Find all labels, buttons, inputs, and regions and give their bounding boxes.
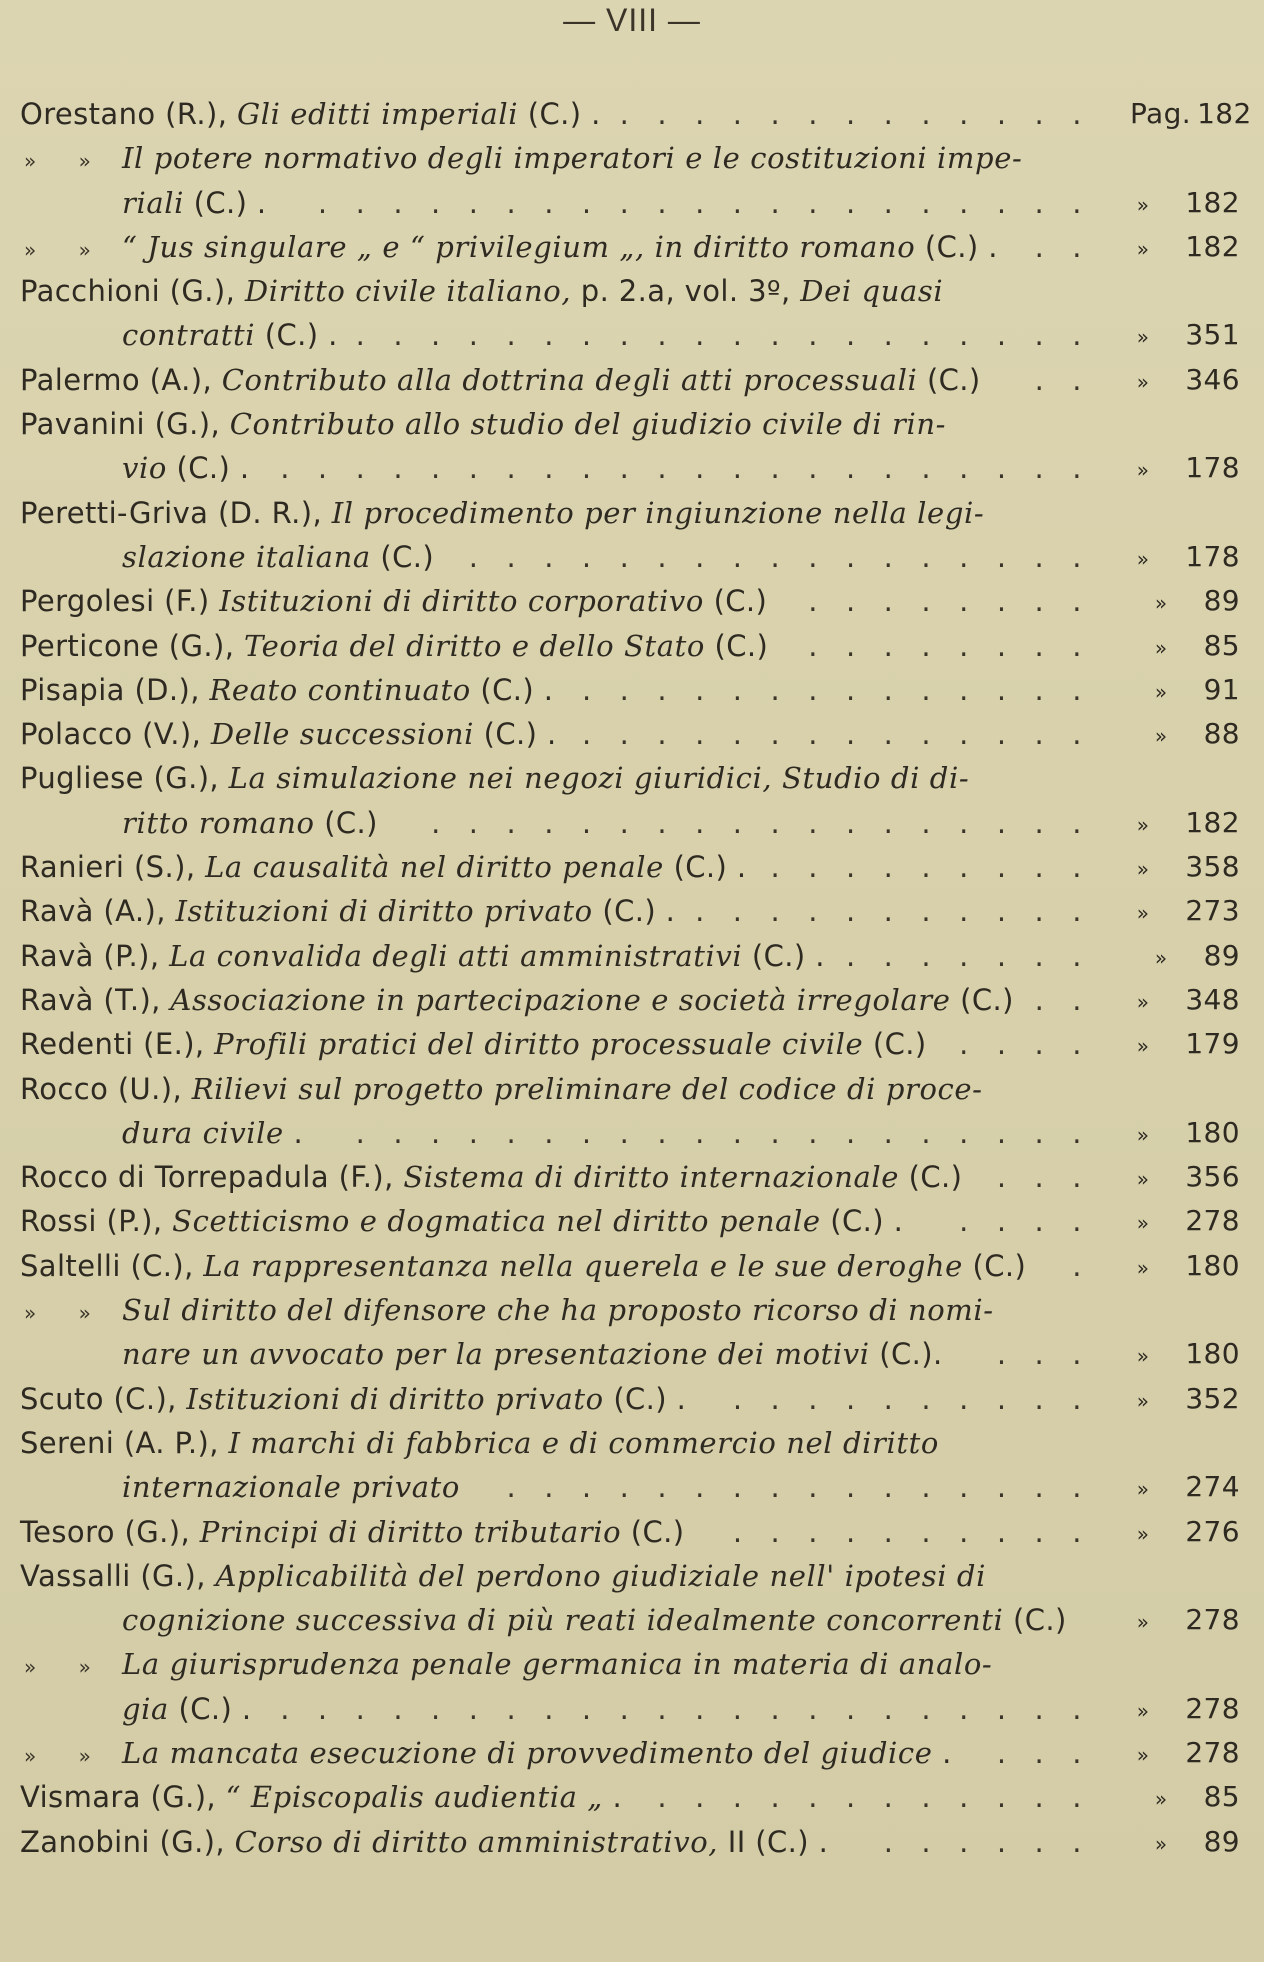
entry-line xyxy=(20,225,1240,269)
entry-title: cognizione successiva di più reati idealmente concorrenti xyxy=(122,1603,1004,1638)
entry-title: Reato continuato xyxy=(209,672,471,707)
dot-leader: ................ xyxy=(506,1470,1110,1505)
entry-line xyxy=(20,712,1240,756)
entry-title: internazionale privato xyxy=(122,1470,460,1505)
entry-author: Zanobini (G.), xyxy=(20,1824,235,1859)
entry-line xyxy=(20,1510,1240,1554)
index-entry xyxy=(20,579,1240,623)
entry-title: Gli editti imperiali xyxy=(236,97,519,131)
page-header: — VIII — xyxy=(563,2,701,38)
entry-title: La mancata esecuzione di provvedimento del giudice xyxy=(122,1735,933,1770)
page-number: 182 xyxy=(1197,97,1252,130)
page-reference xyxy=(1130,535,1240,581)
dot-leader: ... xyxy=(996,1735,1110,1770)
entry-title: Corso di diritto amministrativo, xyxy=(234,1824,719,1859)
index-entry xyxy=(20,491,1240,580)
page-reference xyxy=(1130,225,1240,271)
entry-line xyxy=(20,1465,1240,1509)
entry-title: Teoria del diritto e dello Stato xyxy=(243,628,705,663)
entry-suffix: . xyxy=(932,1735,952,1770)
index-entry xyxy=(20,92,1252,136)
page-reference xyxy=(1130,92,1252,136)
entry-line xyxy=(20,1554,1240,1598)
entry-title: Dei quasi xyxy=(800,274,944,309)
entry-title: ritto romano xyxy=(122,805,315,840)
dot-leader: ... xyxy=(996,1337,1110,1372)
index-entry xyxy=(20,1067,1240,1156)
entry-suffix: (C.) xyxy=(917,362,981,397)
page-number: 358 xyxy=(1185,850,1240,884)
ditto-page-mark: » xyxy=(1136,1122,1150,1147)
page-number: 180 xyxy=(1185,1248,1240,1282)
entry-suffix: (C.) . xyxy=(915,229,998,264)
dot-leader: ................. xyxy=(468,539,1110,574)
entry-suffix: (C.) . xyxy=(183,185,267,220)
dot-leader: ...... xyxy=(883,1824,1110,1859)
dot-leader: .................... xyxy=(355,1115,1110,1150)
ditto-page-mark: » xyxy=(1136,1477,1150,1502)
dot-leader: .... xyxy=(959,1204,1110,1239)
entry-title: La simulazione nei negozi giuridici, Studio di di- xyxy=(228,761,970,796)
entry-title: I marchi di fabbrica e di commercio nel diritto xyxy=(228,1425,939,1460)
page-number: 85 xyxy=(1203,1780,1240,1814)
ditto-mark: » » xyxy=(24,1655,109,1680)
ditto-page-mark: » xyxy=(1154,679,1168,704)
page-reference xyxy=(1130,978,1240,1024)
dot-leader: . xyxy=(1072,1248,1110,1283)
index-entry xyxy=(20,136,1240,225)
entry-author: Ravà (A.), xyxy=(20,894,176,929)
entry-suffix: (C.) . xyxy=(474,717,557,752)
page-number: 352 xyxy=(1185,1381,1240,1415)
entry-line xyxy=(20,1687,1240,1731)
entry-suffix: (C.) xyxy=(703,584,768,619)
entry-author: Perticone (G.), xyxy=(20,628,244,663)
ditto-mark: » » xyxy=(24,237,109,262)
ditto-page-mark: » xyxy=(1136,1521,1150,1546)
entry-title: Applicabilità del perdono giudiziale nell' ipotesi di xyxy=(215,1558,986,1593)
page-number: 278 xyxy=(1185,1603,1240,1637)
entry-line xyxy=(20,978,1240,1022)
page-number: 278 xyxy=(1185,1735,1240,1769)
entry-line xyxy=(20,579,1240,623)
ditto-page-mark: » xyxy=(1136,1255,1150,1280)
entry-title: La convalida degli atti amministrativi xyxy=(169,938,743,973)
entry-suffix: (C.) . xyxy=(742,938,825,973)
entry-title: Principi di diritto tributario xyxy=(199,1514,622,1549)
ditto-page-mark: » xyxy=(1136,1344,1150,1369)
page-reference xyxy=(1130,624,1240,670)
entry-title: Associazione in partecipazione e società irregolare xyxy=(170,982,951,1017)
dot-leader: ...................... xyxy=(280,1691,1110,1726)
ditto-page-mark: » xyxy=(1136,236,1150,261)
index-entry xyxy=(20,1199,1240,1243)
entry-line xyxy=(20,358,1240,402)
dot-leader: ......... xyxy=(770,850,1110,885)
ditto-page-mark: » xyxy=(1136,1388,1150,1413)
entry-line xyxy=(20,1731,1240,1775)
page-reference xyxy=(1130,845,1240,891)
ditto-page-mark: » xyxy=(1136,458,1150,483)
entry-title: “ Jus singulare „ e “ privilegium „, in diritto romano xyxy=(122,229,916,264)
entry-suffix: (C.) . xyxy=(592,894,676,929)
entry-line xyxy=(20,845,1240,889)
dot-leader: .. xyxy=(1034,982,1110,1017)
entry-line xyxy=(20,1199,1240,1243)
dot-leader: .................. xyxy=(431,805,1110,840)
ditto-page-mark: » xyxy=(1136,192,1150,217)
ditto-mark: » » xyxy=(24,1301,109,1326)
page-reference xyxy=(1130,1022,1240,1068)
entry-title: Istituzioni di diritto privato xyxy=(186,1381,604,1416)
entry-suffix: p. 2.a, vol. 3º, xyxy=(571,274,801,309)
entry-suffix: (C.) xyxy=(899,1160,963,1195)
page-reference xyxy=(1130,313,1240,359)
entry-title: Scetticismo e dogmatica nel diritto penale xyxy=(172,1204,821,1239)
page-number: 182 xyxy=(1185,805,1240,839)
index-entry xyxy=(20,1244,1240,1288)
page-number: 182 xyxy=(1185,185,1240,219)
entry-author: Rossi (P.), xyxy=(20,1204,173,1239)
index-entry xyxy=(20,1421,1240,1510)
page-number: 179 xyxy=(1185,1027,1240,1061)
ditto-page-mark: » xyxy=(1136,812,1150,837)
page-reference xyxy=(1130,1155,1240,1201)
index-entry xyxy=(20,225,1240,269)
page-reference xyxy=(1130,579,1240,625)
entry-line xyxy=(20,1642,1240,1686)
page-number: 91 xyxy=(1203,672,1240,706)
entry-title: La giurisprudenza penale germanica in materia di analo- xyxy=(122,1647,993,1682)
page-reference xyxy=(1130,1775,1240,1821)
ditto-page-mark: » xyxy=(1136,1742,1150,1767)
entry-title: slazione italiana xyxy=(122,539,371,574)
index-entry xyxy=(20,1288,1240,1377)
entry-author: Rocco (U.), xyxy=(20,1071,192,1106)
dot-leader: ........ xyxy=(808,584,1110,619)
ditto-mark: » » xyxy=(24,149,109,174)
entry-suffix: (C.) xyxy=(621,1514,685,1549)
index-entry xyxy=(20,269,1240,358)
page-reference xyxy=(1130,668,1240,714)
page-number: 85 xyxy=(1203,628,1240,662)
entry-line xyxy=(20,756,1240,800)
dot-leader: .... xyxy=(959,1027,1110,1062)
entry-suffix: . xyxy=(283,1115,304,1150)
entry-author: Pavanini (G.), xyxy=(20,407,230,442)
ditto-page-mark: » xyxy=(1154,591,1168,616)
entry-title: La causalità nel diritto penale xyxy=(205,850,664,885)
dot-leader: ............. xyxy=(619,97,1110,131)
entry-author: Polacco (V.), xyxy=(20,717,211,752)
entry-line xyxy=(20,313,1240,357)
page-reference xyxy=(1130,1332,1240,1378)
entry-line xyxy=(20,1820,1240,1864)
entry-suffix: (C.) xyxy=(863,1027,927,1062)
entry-title: vio xyxy=(122,451,167,486)
dot-leader: ............ xyxy=(657,1780,1110,1815)
ditto-page-mark: » xyxy=(1136,325,1150,350)
entry-line xyxy=(20,1332,1240,1376)
index-entry xyxy=(20,1155,1240,1199)
dot-leader: ....... xyxy=(845,938,1110,973)
page-reference xyxy=(1130,1465,1240,1511)
ditto-page-mark: » xyxy=(1154,1787,1168,1812)
entry-title: Sistema di diritto internazionale xyxy=(403,1160,899,1195)
entry-title: Il potere normativo degli imperatori e le costituzioni impe- xyxy=(122,141,1023,176)
entry-author: Ranieri (S.), xyxy=(20,850,206,885)
entry-line xyxy=(20,402,1240,446)
page-prefix: Pag. xyxy=(1130,97,1192,130)
page-number: 178 xyxy=(1185,451,1240,485)
entry-author: Ravà (P.), xyxy=(20,938,170,973)
dot-leader: .................... xyxy=(355,318,1110,353)
entry-author: Orestano (R.), xyxy=(20,97,237,131)
entry-line xyxy=(20,136,1240,180)
dot-leader: ..................... xyxy=(317,185,1110,220)
index-entry xyxy=(20,1022,1240,1066)
index-entry xyxy=(20,1775,1240,1819)
index-entry xyxy=(20,1731,1240,1775)
ditto-page-mark: » xyxy=(1154,724,1168,749)
entry-suffix: (C.) . xyxy=(518,97,601,131)
entry-line xyxy=(20,446,1240,490)
page-number: 89 xyxy=(1203,584,1240,618)
ditto-page-mark: » xyxy=(1136,1167,1150,1192)
index-entry xyxy=(20,978,1240,1022)
entry-author: Peretti-Griva (D. R.), xyxy=(20,495,332,530)
entry-suffix: (C.) . xyxy=(166,451,250,486)
page-number: 178 xyxy=(1185,539,1240,573)
page-reference xyxy=(1130,712,1240,758)
page-reference xyxy=(1130,1820,1240,1866)
entry-title: riali xyxy=(122,185,184,220)
entry-suffix: (C.) xyxy=(962,1248,1027,1283)
entry-suffix: (C.) . xyxy=(663,850,747,885)
entry-suffix: II (C.) . xyxy=(718,1824,829,1859)
dot-leader: .............. xyxy=(581,717,1110,752)
entry-title: nare un avvocato per la presentazione dei motivi xyxy=(122,1337,870,1372)
entry-title: Il procedimento per ingiunzione nella legi- xyxy=(331,495,985,530)
page-reference xyxy=(1130,1199,1240,1245)
entry-line xyxy=(20,1067,1240,1111)
page-reference xyxy=(1130,1111,1240,1157)
dot-leader: ........... xyxy=(695,894,1110,929)
entry-line xyxy=(20,181,1240,225)
page-reference xyxy=(1130,358,1240,404)
entry-title: Sul diritto del difensore che ha proposto ricorso di nomi- xyxy=(122,1293,994,1328)
page-reference xyxy=(1130,181,1240,227)
dot-leader: ... xyxy=(996,1160,1110,1195)
entry-suffix: (C.) . xyxy=(255,318,338,353)
page-reference xyxy=(1130,1377,1240,1423)
index-entries xyxy=(20,92,1252,1864)
entry-suffix: (C.) . xyxy=(603,1381,687,1416)
entry-suffix: (C.) xyxy=(704,628,769,663)
ditto-page-mark: » xyxy=(1136,901,1150,926)
index-entry xyxy=(20,668,1240,712)
entry-author: Pugliese (G.), xyxy=(20,761,229,796)
entry-line xyxy=(20,269,1240,313)
dot-leader: .. xyxy=(1034,229,1110,264)
entry-line xyxy=(20,801,1240,845)
page-number: 88 xyxy=(1203,717,1240,751)
dot-leader: .......... xyxy=(732,1514,1110,1549)
ditto-page-mark: » xyxy=(1136,1034,1150,1059)
page-number: 348 xyxy=(1185,982,1240,1016)
entry-line xyxy=(20,1421,1240,1465)
page-number: 278 xyxy=(1185,1204,1240,1238)
entry-line xyxy=(20,1244,1240,1288)
entry-title: “ Episcopalis audientia „ xyxy=(225,1780,603,1815)
index-entry xyxy=(20,1554,1240,1643)
page-reference xyxy=(1130,934,1240,980)
entry-suffix: . xyxy=(602,1780,623,1815)
entry-line xyxy=(20,1111,1240,1155)
page-number: 182 xyxy=(1185,229,1240,263)
entry-line xyxy=(20,668,1240,712)
entry-title: contratti xyxy=(122,318,256,353)
ditto-page-mark: » xyxy=(1154,945,1168,970)
dot-leader: ........ xyxy=(808,628,1110,663)
ditto-page-mark: » xyxy=(1154,635,1168,660)
entry-author: Tesoro (G.), xyxy=(20,1514,200,1549)
entry-title: La rappresentanza nella querela e le sue deroghe xyxy=(203,1248,963,1283)
entry-line xyxy=(20,1022,1240,1066)
entry-author: Vismara (G.), xyxy=(20,1780,226,1815)
entry-line xyxy=(20,889,1240,933)
entry-title: Contributo alla dottrina degli atti processuali xyxy=(221,362,918,397)
entry-line xyxy=(20,491,1240,535)
dot-leader: .. xyxy=(1034,362,1110,397)
dot-leader: .............. xyxy=(581,672,1110,707)
page-reference xyxy=(1130,1598,1240,1644)
dot-leader: ...................... xyxy=(280,451,1110,486)
page-number: 274 xyxy=(1185,1470,1240,1504)
entry-author: Palermo (A.), xyxy=(20,362,222,397)
entry-title: Istituzioni di diritto corporativo xyxy=(219,584,704,619)
page-number: 351 xyxy=(1185,318,1240,352)
entry-title: Profili pratici del diritto processuale civile xyxy=(214,1027,864,1062)
entry-line xyxy=(20,1288,1240,1332)
dot-leader: .......... xyxy=(732,1381,1110,1416)
ditto-page-mark: » xyxy=(1136,1211,1150,1236)
index-entry xyxy=(20,712,1240,756)
page-number: 276 xyxy=(1185,1514,1240,1548)
entry-title: Diritto civile italiano, xyxy=(244,274,572,309)
index-entry xyxy=(20,845,1240,889)
page-number: 273 xyxy=(1185,894,1240,928)
entry-title: Istituzioni di diritto privato xyxy=(175,894,593,929)
ditto-page-mark: » xyxy=(1136,1698,1150,1723)
index-entry xyxy=(20,934,1240,978)
entry-author: Vassalli (G.), xyxy=(20,1558,216,1593)
index-entry xyxy=(20,402,1240,491)
entry-suffix: (C.) xyxy=(950,982,1014,1017)
entry-line xyxy=(20,934,1240,978)
page-number: 180 xyxy=(1185,1115,1240,1149)
entry-title: Delle successioni xyxy=(210,717,475,752)
page-reference xyxy=(1130,1731,1240,1777)
entry-author: Scuto (C.), xyxy=(20,1381,187,1416)
entry-author: Saltelli (C.), xyxy=(20,1248,204,1283)
page-number: 346 xyxy=(1185,362,1240,396)
entry-suffix: (C.) xyxy=(1003,1603,1067,1638)
entry-suffix: (C.) xyxy=(314,805,378,840)
entry-suffix: (C.) xyxy=(370,539,435,574)
entry-title: Contributo allo studio del giudizio civile di rin- xyxy=(229,407,946,442)
index-entry xyxy=(20,1642,1240,1731)
entry-line xyxy=(20,535,1240,579)
ditto-page-mark: » xyxy=(1136,857,1150,882)
entry-title: dura civile xyxy=(122,1115,284,1150)
entry-author: Rocco di Torrepadula (F.), xyxy=(20,1160,404,1195)
entry-title: Rilievi sul progetto preliminare del codice di proce- xyxy=(191,1071,983,1106)
entry-title: gia xyxy=(122,1691,169,1726)
ditto-page-mark: » xyxy=(1136,1610,1150,1635)
index-entry xyxy=(20,624,1240,668)
ditto-page-mark: » xyxy=(1154,1831,1168,1856)
page-reference xyxy=(1130,889,1240,935)
entry-author: Redenti (E.), xyxy=(20,1027,215,1062)
index-entry xyxy=(20,1510,1240,1554)
page-reference xyxy=(1130,801,1240,847)
entry-line xyxy=(20,624,1240,668)
page-reference xyxy=(1130,1244,1240,1290)
index-entry xyxy=(20,756,1240,845)
ditto-page-mark: » xyxy=(1136,546,1150,571)
page-number: 278 xyxy=(1185,1691,1240,1725)
entry-author: Pisapia (D.), xyxy=(20,672,210,707)
entry-suffix: (C.) . xyxy=(168,1691,252,1726)
entry-author: Sereni (A. P.), xyxy=(20,1425,229,1460)
entry-author: Ravà (T.), xyxy=(20,982,171,1017)
entry-suffix: (C.) . xyxy=(470,672,554,707)
entry-suffix: (C.). xyxy=(869,1337,943,1372)
entry-line xyxy=(20,92,1252,136)
page-number: 89 xyxy=(1203,1824,1240,1858)
entry-line xyxy=(20,1155,1240,1199)
entry-line xyxy=(20,1598,1240,1642)
page-number: 89 xyxy=(1203,938,1240,972)
ditto-page-mark: » xyxy=(1136,369,1150,394)
index-entry xyxy=(20,358,1240,402)
page-number: 356 xyxy=(1185,1160,1240,1194)
page-number: 180 xyxy=(1185,1337,1240,1371)
ditto-page-mark: » xyxy=(1136,989,1150,1014)
page-reference xyxy=(1130,1510,1240,1556)
entry-line xyxy=(20,1775,1240,1819)
page-reference xyxy=(1130,1687,1240,1733)
entry-suffix: (C.) . xyxy=(820,1204,904,1239)
index-entry xyxy=(20,889,1240,933)
index-entry xyxy=(20,1377,1240,1421)
entry-author: Pacchioni (G.), xyxy=(20,274,245,309)
index-entry xyxy=(20,1820,1240,1864)
entry-line xyxy=(20,1377,1240,1421)
page-reference xyxy=(1130,446,1240,492)
entry-author: Pergolesi (F.) xyxy=(20,584,220,619)
ditto-mark: » » xyxy=(24,1743,109,1768)
